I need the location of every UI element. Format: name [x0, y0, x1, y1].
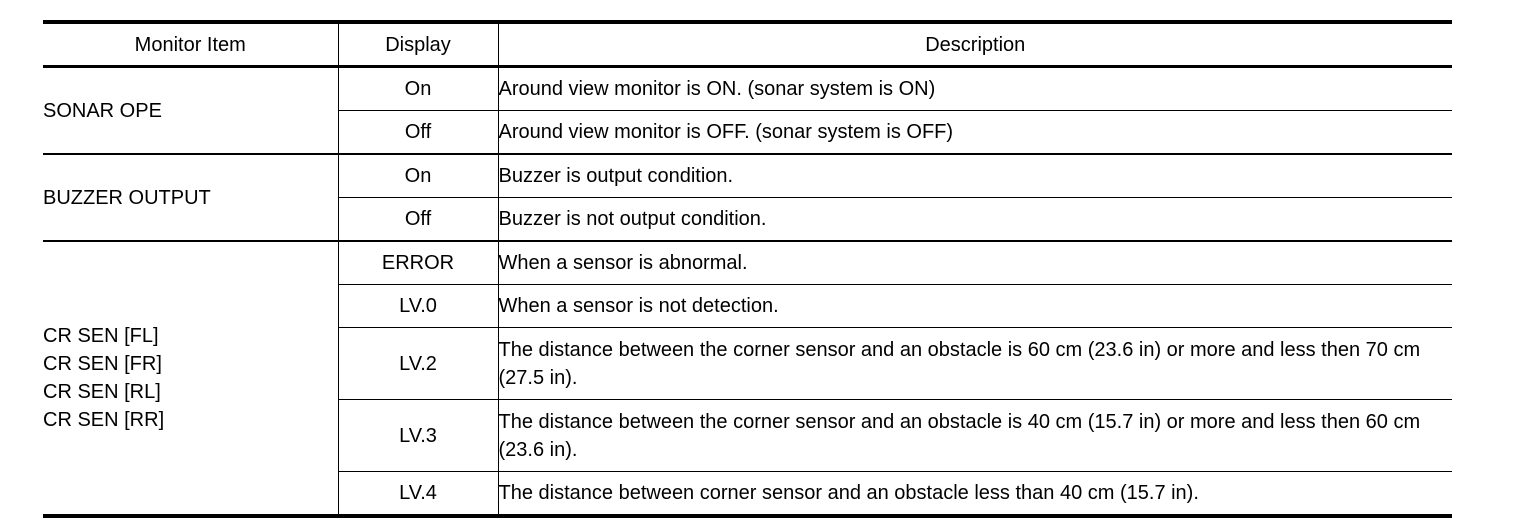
item-sonar-ope: SONAR OPE: [43, 67, 338, 155]
description-cell: When a sensor is not detection.: [498, 285, 1452, 328]
display-cell: Off: [338, 198, 498, 242]
display-cell: LV.4: [338, 472, 498, 517]
item-cr-sen-rr: CR SEN [RR]: [43, 409, 165, 431]
table-row: [43, 67, 1452, 111]
header-display: Display: [338, 22, 498, 67]
item-cr-sen: [43, 241, 338, 516]
description-cell: The distance between the corner sensor and an obstacle is 60 cm (23.6 in) or more and less then 70 cm (27.5 in).: [498, 328, 1452, 400]
monitor-table: [43, 20, 1452, 518]
display-cell: On: [338, 67, 498, 111]
item-cr-sen-rl: CR SEN [RL]: [43, 381, 161, 403]
item-cr-sen-fr: CR SEN [FR]: [43, 353, 162, 375]
description-cell: Buzzer is output condition.: [498, 154, 1452, 198]
description-cell: Around view monitor is ON. (sonar system is ON): [498, 67, 1452, 111]
display-cell: ERROR: [338, 241, 498, 285]
description-cell: The distance between the corner sensor and an obstacle is 40 cm (15.7 in) or more and less then 60 cm (23.6 in).: [498, 400, 1452, 472]
display-cell: Off: [338, 111, 498, 155]
description-cell: The distance between corner sensor and an obstacle less than 40 cm (15.7 in).: [498, 472, 1452, 517]
table-row: [43, 241, 1452, 285]
table-row: [43, 154, 1452, 198]
item-cr-sen-fl: CR SEN [FL]: [43, 325, 159, 347]
header-row: [43, 22, 1452, 67]
header-description: Description: [498, 22, 1452, 67]
item-buzzer-output: BUZZER OUTPUT: [43, 154, 338, 241]
display-cell: On: [338, 154, 498, 198]
display-cell: LV.3: [338, 400, 498, 472]
display-cell: LV.0: [338, 285, 498, 328]
description-cell: Around view monitor is OFF. (sonar system is OFF): [498, 111, 1452, 155]
header-monitor-item: Monitor Item: [134, 33, 246, 56]
display-cell: LV.2: [338, 328, 498, 400]
description-cell: Buzzer is not output condition.: [498, 198, 1452, 242]
description-cell: When a sensor is abnormal.: [498, 241, 1452, 285]
